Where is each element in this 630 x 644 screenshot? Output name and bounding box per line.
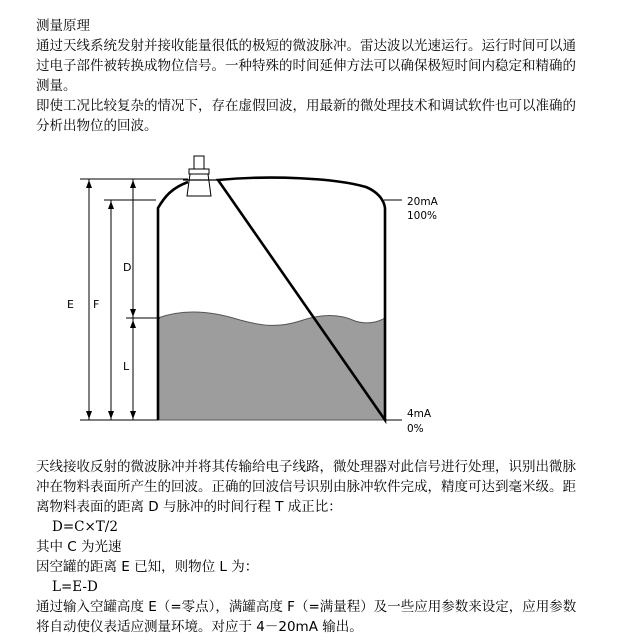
intro-line: 分析出物位的回波。 xyxy=(36,118,158,134)
bottom-current-label: 4mA xyxy=(407,408,432,420)
explanation-line: 离物料表面的距离 D 与脉冲的时间行程 T 成正比： xyxy=(36,499,342,515)
radar-tank-diagram xyxy=(0,150,630,450)
explanation-line: 冲在物料表面所产生的回波。正确的回波信号识别由脉冲软件完成，精度可达到毫米级。距 xyxy=(36,479,576,495)
top-current-label: 20mA xyxy=(407,196,438,208)
explanation-line: 通过输入空罐高度 E（=零点），满罐高度 F（=满量程）及一些应用参数来设定，应用参数 xyxy=(36,599,577,615)
intro-line: 即使工况比较复杂的情况下，存在虚假回波，用最新的微处理技术和调试软件也可以准确的 xyxy=(36,98,576,114)
explanation-line: 天线接收反射的微波脉冲并将其传输给电子线路，微处理器对此信号进行处理，识别出微脉 xyxy=(36,459,576,475)
liquid-fill xyxy=(158,312,385,420)
top-percent-label: 100% xyxy=(407,210,438,222)
intro-line: 过电子部件被转换成物位信号。一种特殊的时间延伸方法可以确保极短时间内稳定和精确的 xyxy=(36,58,576,74)
explanation-line: 将自动使仪表适应测量环境。对应于 4－20mA 输出。 xyxy=(36,619,363,635)
formula-distance: D=C×T/2 xyxy=(52,519,118,535)
formula-level: L=E-D xyxy=(52,579,98,595)
explanation-line: 其中 C 为光速 xyxy=(36,539,122,555)
intro-line: 测量。 xyxy=(36,78,77,94)
intro-section xyxy=(36,16,596,136)
explanation-line: 因空罐的距离 E 已知，则物位 L 为： xyxy=(36,559,259,575)
label-l: L xyxy=(123,360,130,373)
radar-antenna-icon xyxy=(183,156,218,196)
label-f: F xyxy=(93,298,100,311)
section-title: 测量原理 xyxy=(36,18,90,34)
label-d: D xyxy=(123,261,132,274)
intro-line: 通过天线系统发射并接收能量很低的极短的微波脉冲。雷达波以光速运行。运行时间可以通 xyxy=(36,38,576,54)
explanation-section xyxy=(36,457,596,637)
bottom-percent-label: 0% xyxy=(407,423,424,435)
label-e: E xyxy=(67,298,74,311)
